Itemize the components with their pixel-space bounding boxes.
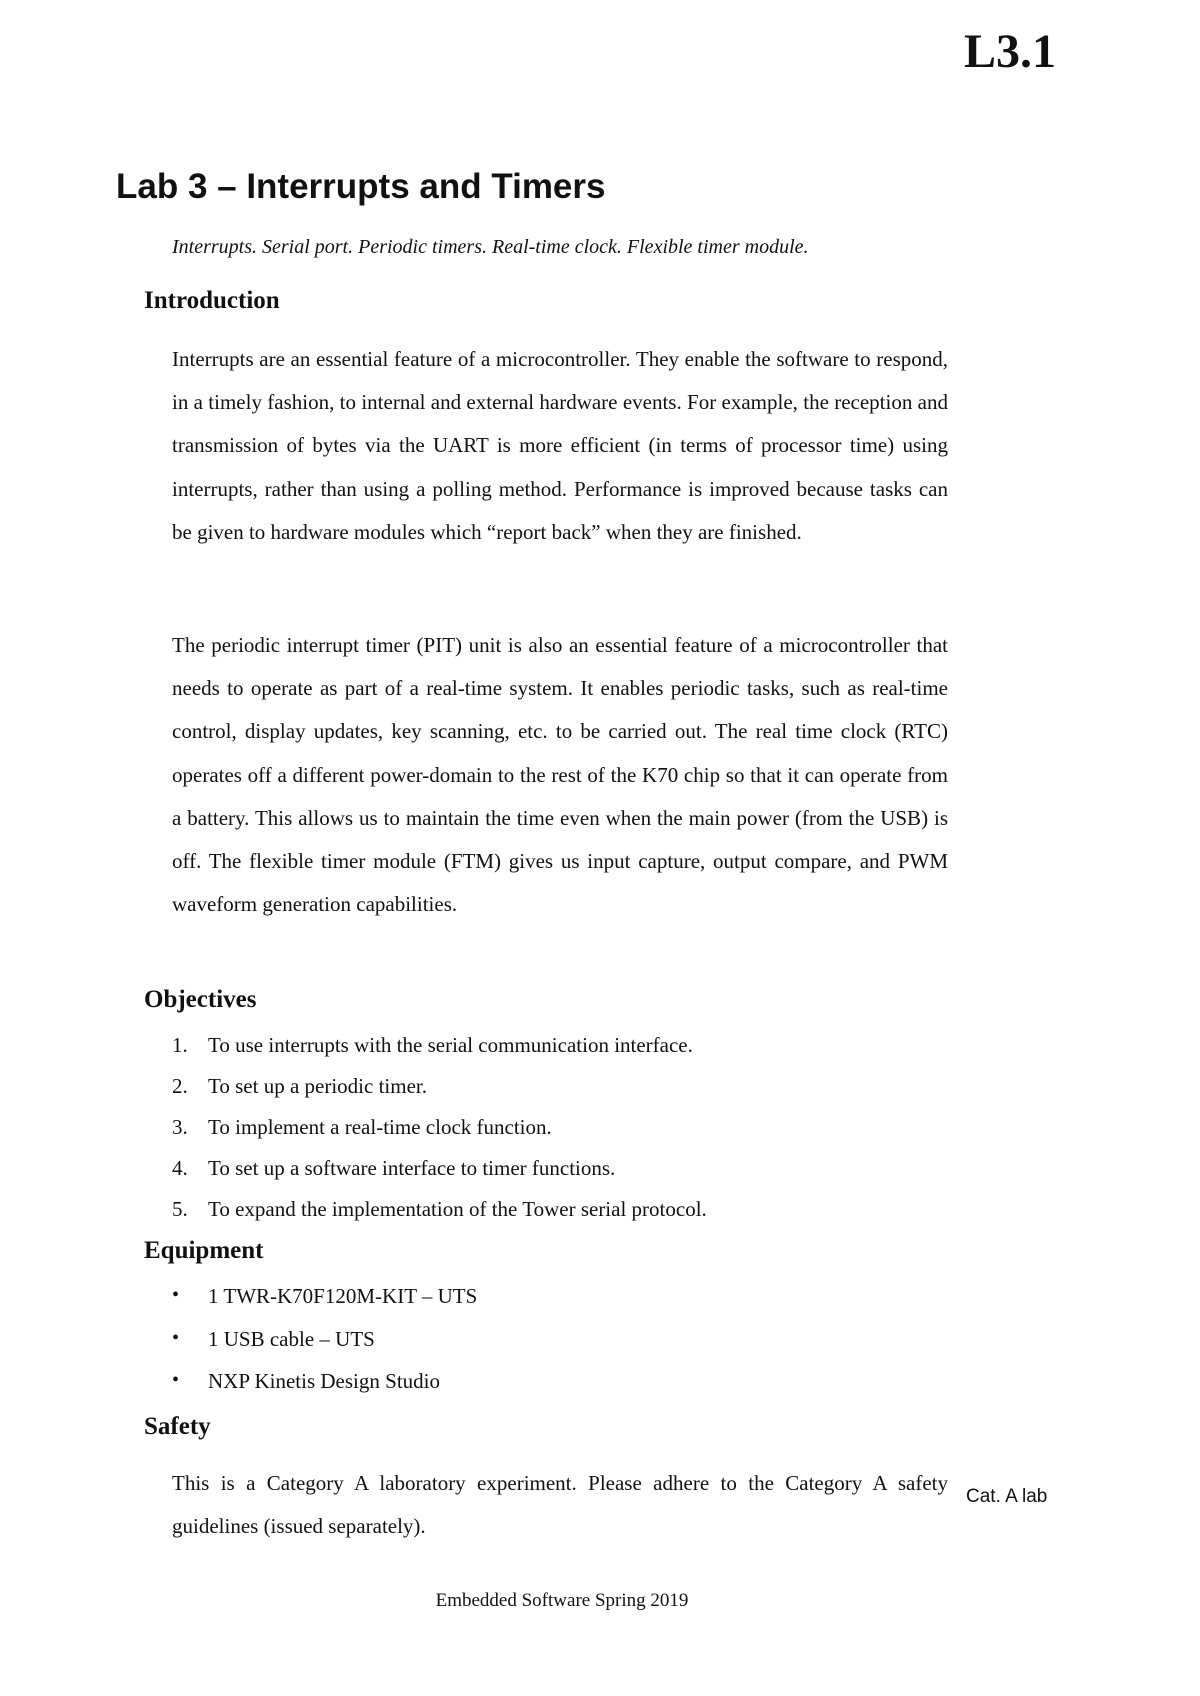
safety-paragraph: This is a Category A laboratory experiment. Please adhere to the Category A safety guidelines (issued separately). — [172, 1471, 948, 1539]
objectives-heading: Objectives — [144, 986, 257, 1013]
list-item — [172, 1284, 962, 1327]
list-item — [172, 1156, 962, 1197]
list-item-text: To set up a software interface to timer functions. — [208, 1156, 616, 1180]
bullet-icon: • — [172, 1284, 180, 1306]
list-item-text: To set up a periodic timer. — [208, 1074, 427, 1098]
list-item-text: 1 TWR-K70F120M-KIT – UTS — [208, 1284, 478, 1308]
bullet-icon: • — [172, 1369, 180, 1391]
margin-note: Cat. A lab — [966, 1486, 1048, 1507]
introduction-paragraph-2: The periodic interrupt timer (PIT) unit is also an essential feature of a microcontroller that needs to operate as part of a real-time system. It enables periodic tasks, such as real-time control, display updates, key scanning, etc. to be carried out. The real time clock (RTC) operates off a different power-domain to the rest of the K70 chip so that it can operate from a battery. This allows us to maintain the time even when the main power (from the USB) is off. The flexible timer module (FTM) gives us input capture, output compare, and PWM waveform generation capabilities. — [172, 633, 948, 917]
introduction-paragraph-1: Interrupts are an essential feature of a microcontroller. They enable the software to respond, in a timely fashion, to internal and external hardware events. For example, the reception and transmission of bytes via the UART is more efficient (in terms of processor time) using interrupts, rather than using a polling method. Performance is improved because tasks can be given to hardware modules which “report back” when they are finished. — [172, 347, 948, 544]
list-item — [172, 1074, 962, 1115]
introduction-heading: Introduction — [144, 287, 280, 314]
list-item-text: To implement a real-time clock function. — [208, 1115, 552, 1139]
bullet-icon: • — [172, 1326, 180, 1349]
list-item-text: NXP Kinetis Design Studio — [208, 1369, 440, 1393]
list-item — [172, 1115, 962, 1156]
list-marker: 5. — [172, 1197, 188, 1221]
equipment-list — [172, 1284, 962, 1412]
page-title: Lab 3 – Interrupts and Timers — [116, 167, 606, 206]
keywords-line: Interrupts. Serial port. Periodic timers. Real-time clock. Flexible timer module. — [172, 236, 809, 258]
list-item — [172, 1197, 962, 1238]
list-marker: 2. — [172, 1074, 188, 1098]
list-item-text: To use interrupts with the serial communication interface. — [208, 1033, 693, 1057]
list-item-text: To expand the implementation of the Tower serial protocol. — [208, 1197, 707, 1221]
list-marker: 3. — [172, 1115, 188, 1139]
list-marker: 1. — [172, 1033, 188, 1057]
page-number: L3.1 — [963, 25, 1056, 78]
objectives-list — [172, 1033, 962, 1238]
page-footer: Embedded Software Spring 2019 — [435, 1590, 689, 1611]
list-item — [172, 1369, 962, 1412]
safety-heading: Safety — [144, 1413, 211, 1440]
list-item-text: 1 USB cable – UTS — [208, 1326, 375, 1351]
list-item — [172, 1327, 962, 1370]
list-item — [172, 1033, 962, 1074]
equipment-heading: Equipment — [144, 1237, 264, 1264]
list-marker: 4. — [172, 1156, 188, 1180]
